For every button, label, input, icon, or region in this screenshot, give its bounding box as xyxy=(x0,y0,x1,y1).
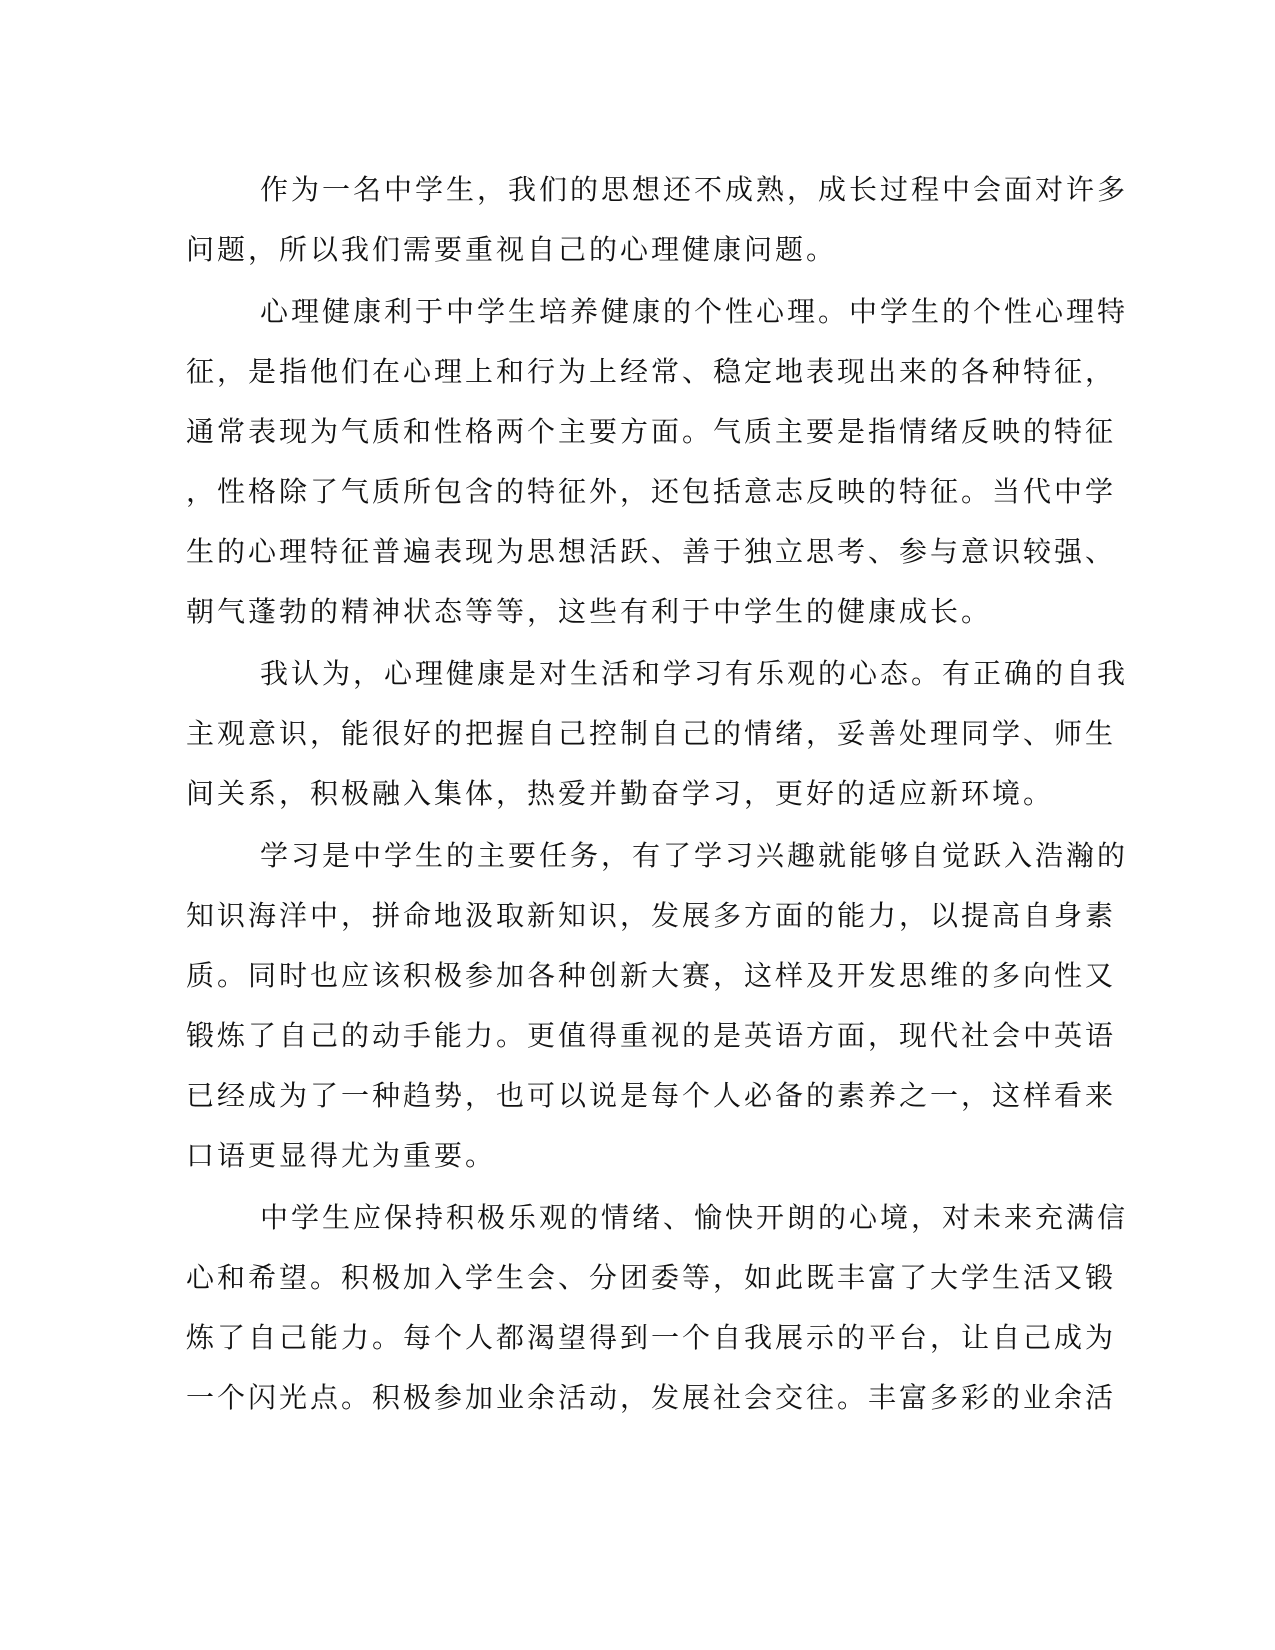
text-line: 我认为，心理健康是对生活和学习有乐观的心态。有正确的自我 xyxy=(260,657,1129,690)
text-line: 作为一名中学生，我们的思想还不成熟，成长过程中会面对许多 xyxy=(260,173,1129,206)
paragraph xyxy=(186,826,1129,1186)
paragraph xyxy=(186,282,1129,642)
text-line: 一个闪光点。积极参加业余活动，发展社会交往。丰富多彩的业余活 xyxy=(186,1381,1117,1414)
text-line: 征，是指他们在心理上和行为上经常、稳定地表现出来的各种特征， xyxy=(186,355,1117,388)
text-line: 心理健康利于中学生培养健康的个性心理。中学生的个性心理特 xyxy=(260,295,1129,328)
text-line: 口语更显得尤为重要。 xyxy=(186,1139,497,1172)
text-line: 已经成为了一种趋势，也可以说是每个人必备的素养之一，这样看来 xyxy=(186,1079,1117,1112)
text-line: 中学生应保持积极乐观的情绪、愉快开朗的心境，对未来充满信 xyxy=(260,1201,1129,1234)
paragraph xyxy=(186,160,1129,280)
paragraph xyxy=(186,644,1129,824)
paragraph xyxy=(186,1188,1129,1428)
text-line: 主观意识，能很好的把握自己控制自己的情绪，妥善处理同学、师生 xyxy=(186,717,1117,750)
text-line: 心和希望。积极加入学生会、分团委等，如此既丰富了大学生活又锻 xyxy=(186,1261,1117,1294)
text-line: 质。同时也应该积极参加各种创新大赛，这样及开发思维的多向性又 xyxy=(186,959,1117,992)
text-line: 间关系，积极融入集体，热爱并勤奋学习，更好的适应新环境。 xyxy=(186,777,1055,810)
text-line: 朝气蓬勃的精神状态等等，这些有利于中学生的健康成长。 xyxy=(186,595,993,628)
text-line: 生的心理特征普遍表现为思想活跃、善于独立思考、参与意识较强、 xyxy=(186,535,1117,568)
text-line: 通常表现为气质和性格两个主要方面。气质主要是指情绪反映的特征 xyxy=(186,415,1117,448)
text-line: 锻炼了自己的动手能力。更值得重视的是英语方面，现代社会中英语 xyxy=(186,1019,1117,1052)
document-body xyxy=(186,160,1129,1428)
text-line: 知识海洋中，拼命地汲取新知识，发展多方面的能力，以提高自身素 xyxy=(186,899,1117,932)
text-line: ，性格除了气质所包含的特征外，还包括意志反映的特征。当代中学 xyxy=(186,475,1117,508)
text-line: 炼了自己能力。每个人都渴望得到一个自我展示的平台，让自己成为 xyxy=(186,1321,1117,1354)
text-line: 问题，所以我们需要重视自己的心理健康问题。 xyxy=(186,233,838,266)
text-line: 学习是中学生的主要任务，有了学习兴趣就能够自觉跃入浩瀚的 xyxy=(260,839,1129,872)
